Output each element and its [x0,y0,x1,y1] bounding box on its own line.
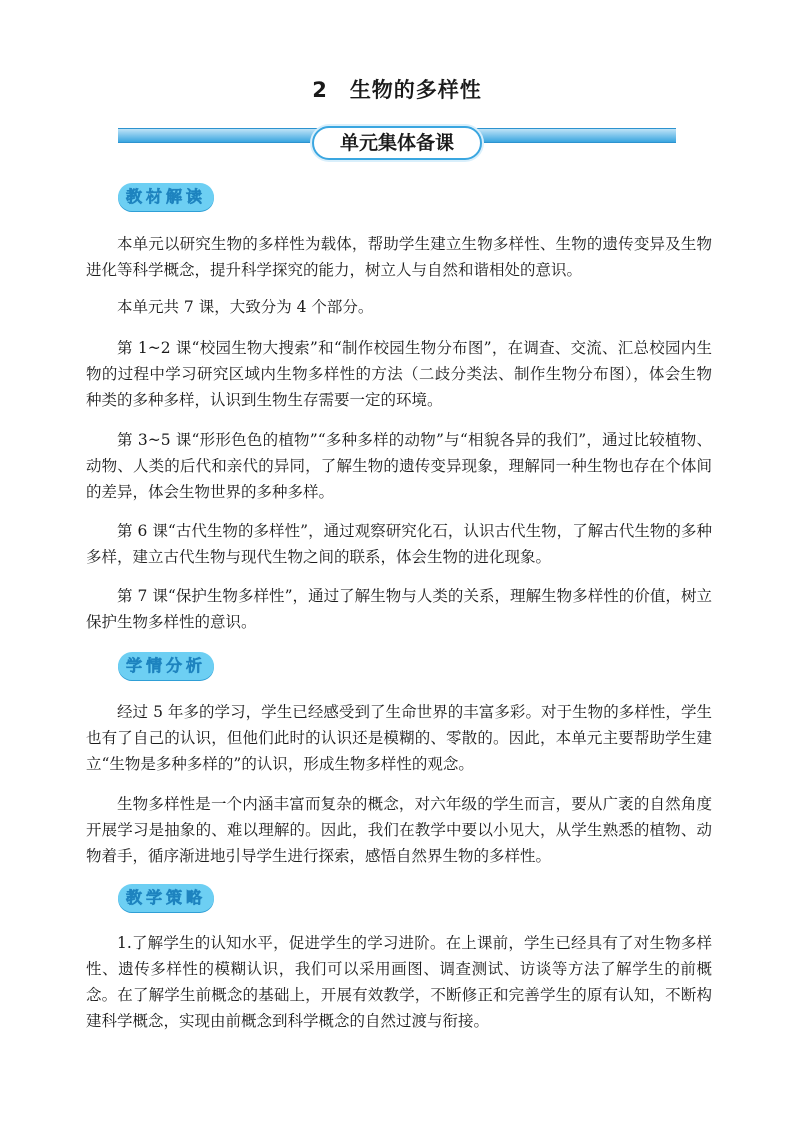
page-title [0,74,794,104]
section-banner [118,126,676,162]
paragraph: 第 6 课“古代生物的多样性”，通过观察研究化石，认识古代生物，了解古代生物的多种多样，建立古代生物与现代生物之间的联系，体会生物的进化现象。 [86,522,712,566]
paragraph: 1.了解学生的认知水平，促进学生的学习进阶。在上课前，学生已经具有了对生物多样性、遗传多样性的模糊认识，我们可以采用画图、调查测试、访谈等方法了解学生的前概念。在了解学生前概念的基础上，开展有效教学，不断修正和完善学生的原有认知，不断构建科学概念，实现由前概念到科学概念的自然过渡与衔接。 [86,934,712,1030]
paragraph: 本单元共 7 课，大致分为 4 个部分。 [117,298,374,316]
paragraph: 第 7 课“保护生物多样性”，通过了解生物与人类的关系，理解生物多样性的价值，树立保护生物多样性的意识。 [86,587,712,631]
section-heading-textbook: 教材解读 [118,183,214,211]
unit-title: 生物的多样性 [349,78,482,102]
banner-label: 单元集体备课 [312,126,482,160]
unit-number: 2 [312,78,328,102]
section-heading-teaching-strategy: 教学策略 [118,884,214,912]
paragraph: 经过 5 年多的学习，学生已经感受到了生命世界的丰富多彩。对于生物的多样性，学生也有了自己的认识，但他们此时的认识还是模糊的、零散的。因此，本单元主要帮助学生建立“生物是多种多样的”的认识，形成生物多样性的观念。 [86,703,712,773]
section-heading-student-analysis: 学情分析 [118,652,214,680]
paragraph: 生物多样性是一个内涵丰富而复杂的概念，对六年级的学生而言，要从广袤的自然角度开展学习是抽象的、难以理解的。因此，我们在教学中要以小见大，从学生熟悉的植物、动物着手，循序渐进地引导学生进行探索，感悟自然界生物的多样性。 [86,795,712,865]
paragraph: 第 1~2 课“校园生物大搜索”和“制作校园生物分布图”，在调查、交流、汇总校园内生物的过程中学习研究区域内生物多样性的方法（二歧分类法、制作生物分布图），体会生物种类的多种多样，认识到生物生存需要一定的环境。 [86,339,712,409]
paragraph: 本单元以研究生物的多样性为载体，帮助学生建立生物多样性、生物的遗传变异及生物进化等科学概念，提升科学探究的能力，树立人与自然和谐相处的意识。 [86,235,712,279]
paragraph: 第 3~5 课“形形色色的植物”“多种多样的动物”与“相貌各异的我们”，通过比较植物、动物、人类的后代和亲代的异同，了解生物的遗传变异现象，理解同一种生物也存在个体间的差异，体会生物世界的多种多样。 [86,431,712,501]
